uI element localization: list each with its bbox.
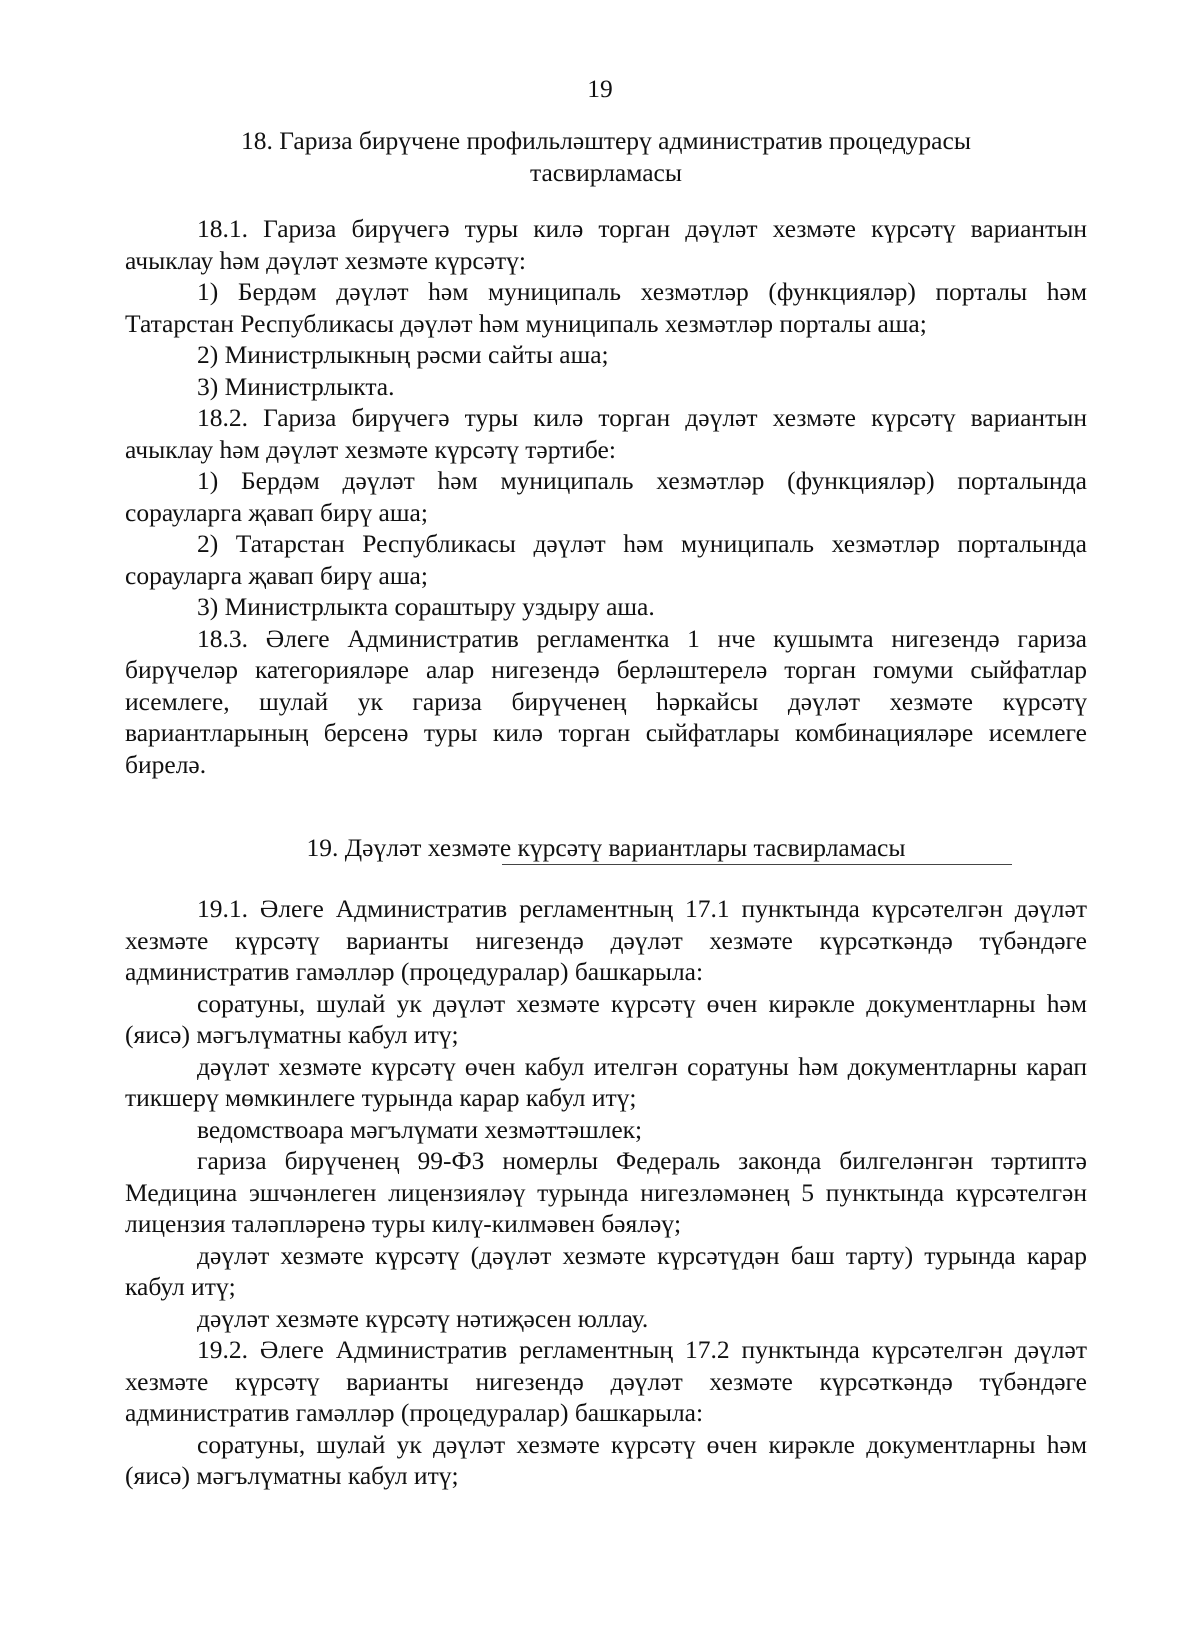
paragraph-18-2: 18.2. Гариза бирүчегә туры килә торган дәүләт хезмәте күрсәтү вариантын ачыклау һәм дәүләт хезмәте күрсәтү тәртибе: bbox=[125, 403, 1087, 464]
paragraph-19-1: 19.1. Әлеге Административ регламентның 17.1 пунктында күрсәтелгән дәүләт хезмәте күрсәтү варианты нигезендә дәүләт хезмәте күрсәткәндә түбәндәге административ гамәлләр (процедуралар) башкарыла: bbox=[125, 894, 1087, 986]
paragraph-19-1-item-3: ведомствоара мәгълүмати хезмәттәшлек; bbox=[197, 1114, 643, 1144]
section-18-heading bbox=[125, 125, 1087, 188]
paragraph-19-1-item-1: соратуны, шулай ук дәүләт хезмәте күрсәтү өчен кирәкле документларны һәм (яисә) мәгълүматны кабул итү; bbox=[125, 988, 1087, 1049]
heading-underline bbox=[502, 864, 1012, 865]
paragraph-18-2-item-3: 3) Министрлыкта сораштыру уздыру аша. bbox=[197, 592, 655, 621]
section-18-body bbox=[125, 213, 1087, 780]
paragraph-18-1: 18.1. Гариза бирүчегә туры килә торган дәүләт хезмәте күрсәтү вариантын ачыклау һәм дәүләт хезмәте күрсәтү: bbox=[125, 214, 1087, 275]
paragraph-18-1-item-3: 3) Министрлыкта. bbox=[197, 371, 395, 401]
paragraph-18-2-item-2: 2) Татарстан Республикасы дәүләт һәм муниципаль хезмәтләр порталында сорауларга җавап бирү аша; bbox=[125, 529, 1087, 590]
paragraph-19-1-item-6: дәүләт хезмәте күрсәтү нәтиҗәсен юллау. bbox=[197, 1303, 649, 1333]
paragraph-19-1-item-4: гариза бирүченең 99-ФЗ номерлы Федераль законда билгеләнгән тәртиптә Медицина эшчәнлеген лицензияләү турында нигезләмәнең 5 пунктында күрсәтелгән лицензия таләпләренә туры килү-килмәвен бәяләү; bbox=[125, 1146, 1087, 1238]
section-19-body bbox=[125, 893, 1087, 1492]
section-19-heading bbox=[125, 832, 1087, 864]
paragraph-19-2: 19.2. Әлеге Административ регламентның 17.2 пунктында күрсәтелгән дәүләт хезмәте күрсәтү варианты нигезендә дәүләт хезмәте күрсәткәндә түбәндәге административ гамәлләр (процедуралар) башкарыла: bbox=[125, 1335, 1087, 1427]
paragraph-19-1-item-2: дәүләт хезмәте күрсәтү өчен кабул ителгән соратуны һәм документларны карап тикшерү мөмкинлеге турында карар кабул итү; bbox=[125, 1051, 1087, 1112]
paragraph-18-2-item-1: 1) Бердәм дәүләт һәм муниципаль хезмәтләр (функцияләр) порталында сорауларга җавап бирү аша; bbox=[125, 466, 1087, 527]
paragraph-19-2-item-1: соратуны, шулай ук дәүләт хезмәте күрсәтү өчен кирәкле документларны һәм (яисә) мәгълүматны кабул итү; bbox=[125, 1429, 1087, 1490]
paragraph-19-1-item-5: дәүләт хезмәте күрсәтү (дәүләт хезмәте күрсәтүдән баш тарту) турында карар кабул итү; bbox=[125, 1240, 1087, 1301]
paragraph-18-1-item-2: 2) Министрлыкның рәсми сайты аша; bbox=[197, 340, 609, 369]
paragraph-18-1-item-1: 1) Бердәм дәүләт һәм муниципаль хезмәтләр (функцияләр) порталы һәм Татарстан Республикасы дәүләт һәм муниципаль хезмәтләр порталы аша; bbox=[125, 277, 1087, 338]
section-19-title: 19. Дәүләт хезмәте күрсәтү вариантлары тасвирламасы bbox=[306, 833, 906, 862]
section-18-title-line-2: тасвирламасы bbox=[530, 157, 682, 187]
page-number: 19 bbox=[587, 74, 613, 103]
paragraph-18-3: 18.3. Әлеге Административ регламентка 1 нче кушымта нигезендә гариза бирүчеләр категорияләре алар нигезендә берләштерелә торган гомуми сыйфатлар исемлеге, шулай ук гариза бирүченең һәркайсы дәүләт хезмәте күрсәтү вариантларының берсенә туры килә торган сыйфатлары комбинацияләре исемлеге бирелә. bbox=[125, 623, 1087, 779]
section-18-title-line-1: 18. Гариза бирүчене профильләштерү административ процедурасы bbox=[241, 126, 971, 155]
